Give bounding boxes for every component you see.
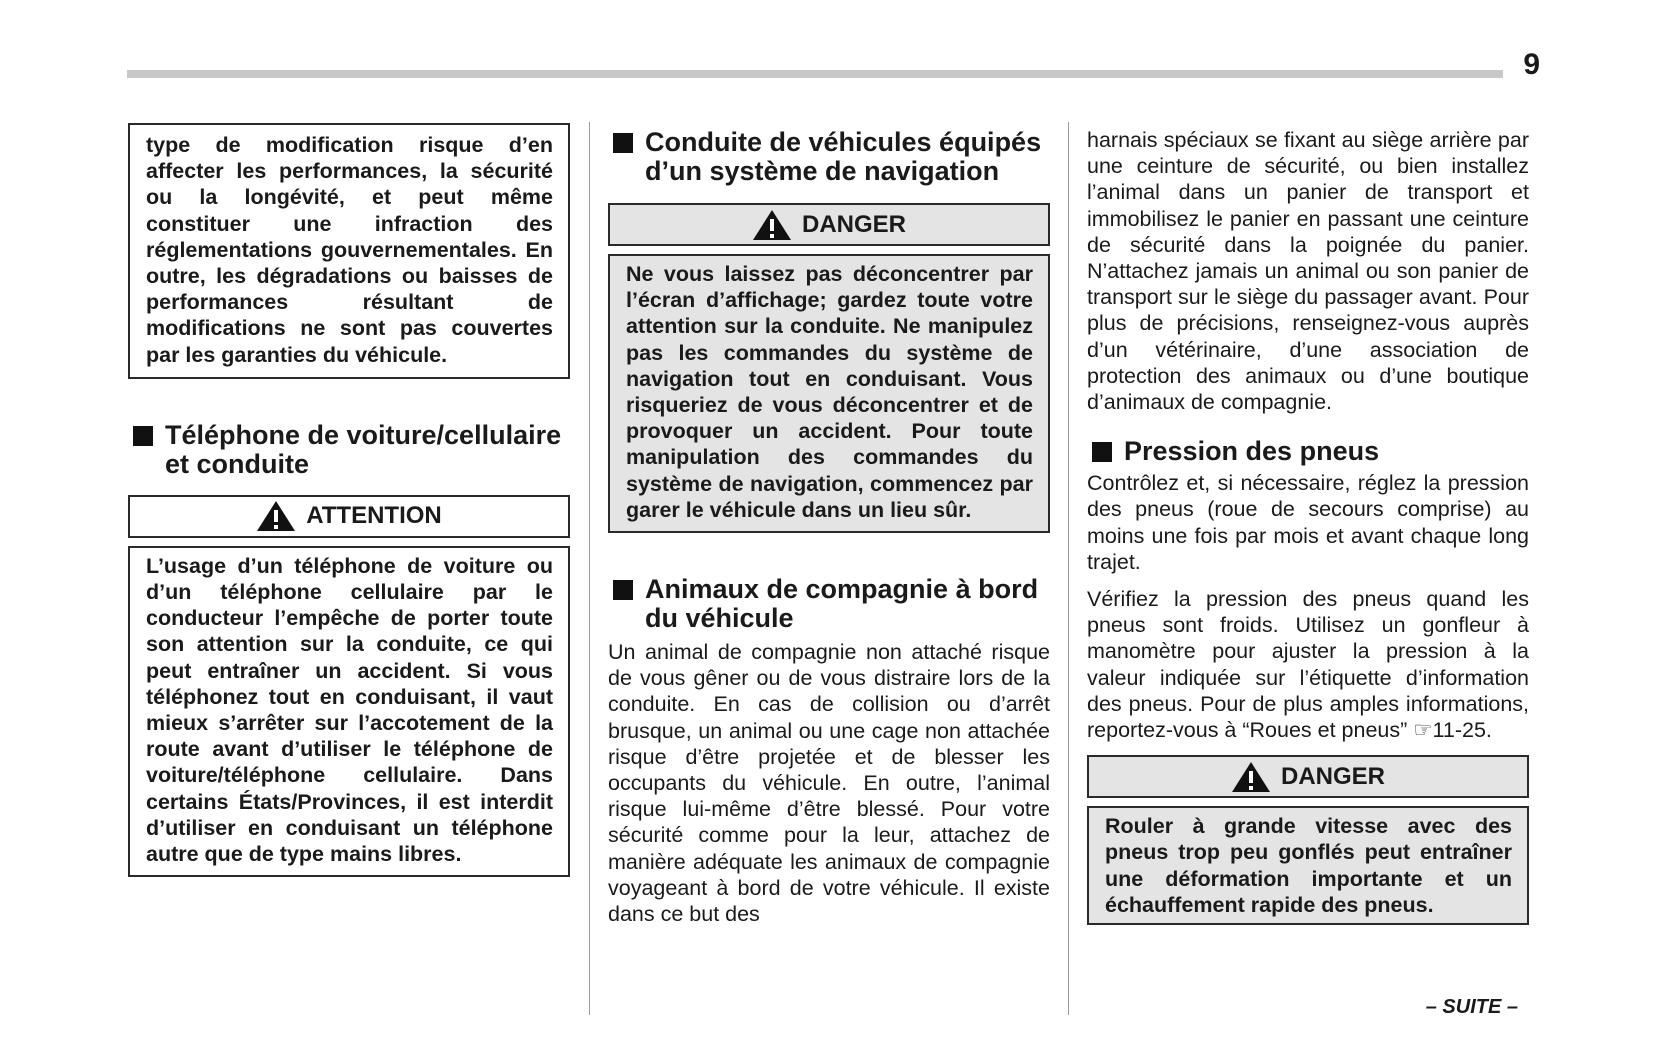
danger-label xyxy=(608,203,1050,246)
danger-label-text: DANGER xyxy=(801,210,906,238)
section-heading-phone xyxy=(128,421,570,479)
tire-check-paragraph: Contrôlez et, si nécessaire, réglez la pression des pneus (roue de secours comprise) au moins une fois par mois et avant chaque long trajet. xyxy=(1087,471,1529,574)
attention-box: L’usage d’un téléphone de voiture ou d’un téléphone cellulaire par le conducteur l’empêche de porter toute son attention sur la conduite, ce qui peut entraîner un accident. Si vous téléphonez tout en conduisant, il vaut mieux s’arrêter sur l’accotement de la route avant d’utiliser le téléphone de voiture/téléphone cellulaire. Dans certains États/Provinces, il est interdit d’utiliser en conduisant un téléphone autre que de type mains libres. xyxy=(128,546,570,877)
attention-label xyxy=(128,495,570,538)
page-number: 9 xyxy=(1523,48,1540,81)
tire-danger-box: Rouler à grande vitesse avec des pneus trop peu gonflés peut entraîner une déformation importante et un échauffement rapide des pneus. xyxy=(1087,806,1529,925)
header-rule xyxy=(127,70,1503,78)
continued-footer: – SUITE – xyxy=(1425,996,1518,1018)
heading-text: Téléphone de voiture/cellulaire et conduite xyxy=(165,419,562,479)
pets-paragraph: Un animal de compagnie non attaché risque de vous gêner ou de vous distraire lors de la conduite. En cas de collision ou d’arrêt brusque, un animal ou une cage non attachée risque d’être projetée et de blesser les occupants du véhicule. En outre, l’animal risque lui-même d’être blessé. Pour votre sécurité comme pour la leur, attachez de manière adéquate les animaux de compagnie voyageant à bord de votre véhicule. Il existe dans ce but des xyxy=(608,640,1050,927)
column-1 xyxy=(128,123,570,877)
tire-pressure-paragraph: Vérifiez la pression des pneus quand les pneus sont froids. Utilisez un gonfleur à manomètre pour ajuster la pression à la valeur indiquée sur l’étiquette d’information des pneus. Pour de plus amples informations, reportez-vous à “Roues et pneus” ☞11-25. xyxy=(1087,587,1529,743)
modification-note-box: type de modification risque d’en affecter les performances, la sécurité ou la longévité, et peut même constituer une infraction des réglementations gouvernementales. En outre, les dégradations ou baisses de performances résultant de modifications ne sont pas couvertes par les garanties du véhicule. xyxy=(128,123,570,379)
column-divider xyxy=(589,122,590,1015)
heading-bullet-icon xyxy=(1092,442,1112,462)
warning-triangle-icon xyxy=(752,209,792,241)
warning-triangle-icon xyxy=(1231,761,1271,793)
warning-triangle-icon xyxy=(256,500,296,532)
attention-label-text: ATTENTION xyxy=(306,502,442,530)
danger-label-text: DANGER xyxy=(1280,762,1385,790)
column-2 xyxy=(608,128,1050,927)
heading-text: Animaux de compagnie à bord du véhicule xyxy=(645,574,1039,634)
section-heading-tires xyxy=(1087,437,1529,466)
danger-box: Ne vous laissez pas déconcentrer par l’écran d’affichage; gardez toute votre attention sur la conduite. Ne manipulez pas les commandes du système de navigation tout en conduisant. Vous risqueriez de vous déconcentrer et de provoquer un accident. Pour toute manipulation des commandes du système de navigation, commencez par garer le véhicule dans un lieu sûr. xyxy=(608,254,1050,533)
column-divider xyxy=(1068,122,1069,1015)
section-heading-navigation xyxy=(608,128,1050,186)
heading-text: Pression des pneus xyxy=(1124,436,1380,467)
danger-label xyxy=(1087,755,1529,798)
heading-bullet-icon xyxy=(133,426,153,446)
section-heading-pets xyxy=(608,575,1050,633)
heading-text: Conduite de véhicules équipés d’un système de navigation xyxy=(645,127,1042,186)
pets-paragraph-continued: harnais spéciaux se fixant au siège arrière par une ceinture de sécurité, ou bien installez l’animal dans un panier de transport et immobilisez le panier en passant une ceinture de sécurité dans la poignée du panier. N’attachez jamais un animal ou son panier de transport sur le siège du passager avant. Pour plus de précisions, renseignez-vous auprès d’un vétérinaire, d’une association de protection des animaux ou d’une boutique d’animaux de compagnie. xyxy=(1087,128,1529,415)
column-3 xyxy=(1087,127,1529,925)
heading-bullet-icon xyxy=(613,133,633,153)
heading-bullet-icon xyxy=(613,580,633,600)
